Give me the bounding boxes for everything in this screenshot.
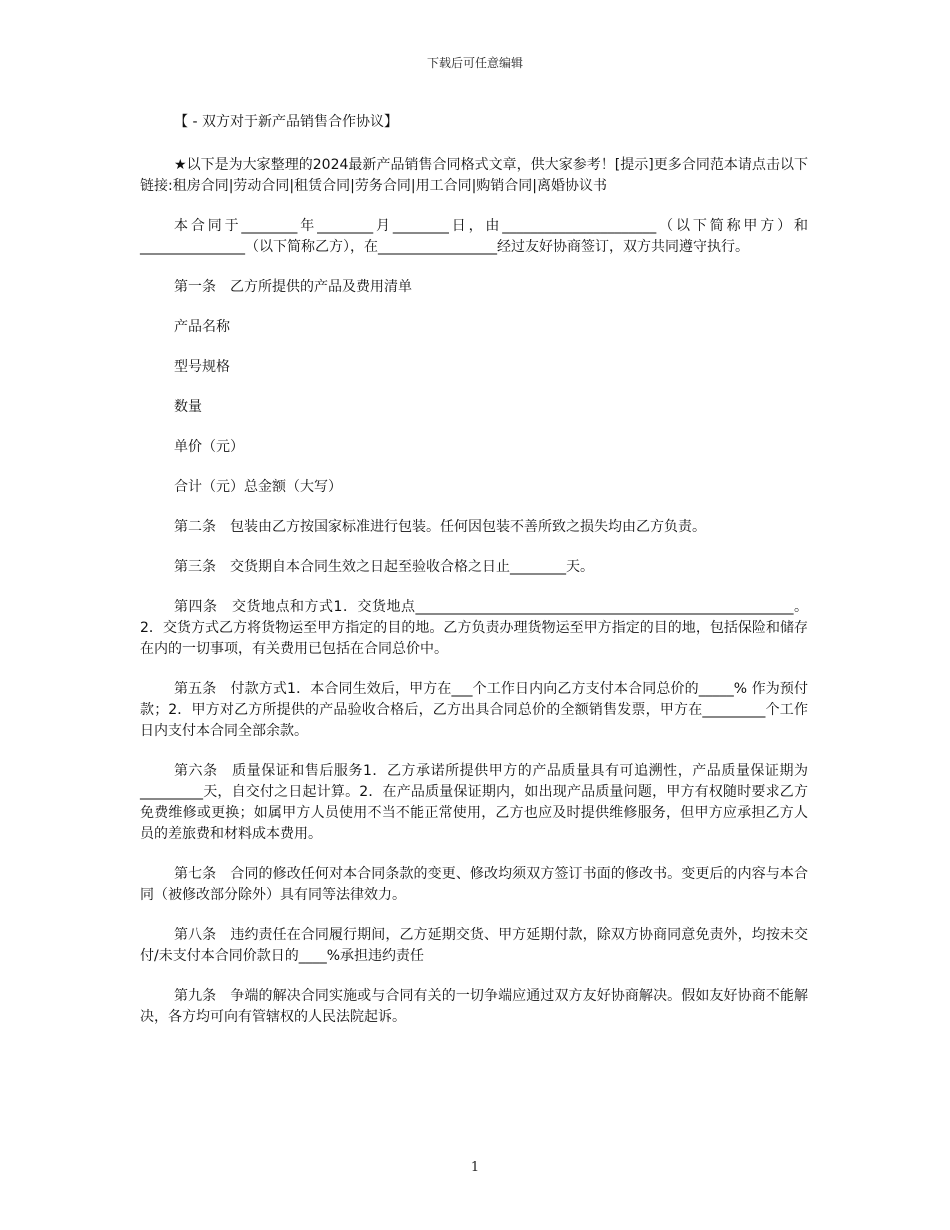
article-1: 第一条 乙方所提供的产品及费用清单 [174, 279, 412, 295]
article-2: 第二条 包装由乙方按国家标准进行包装。任何因包装不善所致之损失均由乙方负责。 [174, 519, 706, 535]
article-5: 第五条 付款方式1．本合同生效后，甲方在___个工作日内向乙方支付本合同总价的_____% 作为预付款；2．甲方对乙方所提供的产品验收合格后，乙方出具合同总价的全额销售发票，甲方在_________个工作日内支付本合同全部余款。 [140, 681, 808, 739]
document-title: 【 - 双方对于新产品销售合作协议】 [174, 114, 398, 130]
article-6: 第六条 质量保证和售后服务1．乙方承诺所提供甲方的产品质量具有可追溯性，产品质量保证期为_________天，自交付之日起计算。2．在产品质量保证期内，如出现产品质量问题，甲方有权随时要求乙方免费维修或更换；如属甲方人员使用不当不能正常使用，乙方也应及时提供维修服务，但甲方应承担乙方人员的差旅费和材料成本费用。 [140, 763, 808, 842]
page-header: 下载后可任意编辑 [426, 56, 523, 70]
field-product-name: 产品名称 [174, 319, 230, 335]
article-9: 第九条 争端的解决合同实施或与合同有关的一切争端应通过双方友好协商解决。假如友好协商不能解决，各方均可向有管辖权的人民法院起诉。 [140, 988, 808, 1025]
document-body [140, 112, 808, 1047]
article-7: 第七条 合同的修改任何对本合同条款的变更、修改均须双方签订书面的修改书。变更后的内容与本合同（被修改部分除外）具有同等法律效力。 [140, 866, 808, 903]
field-quantity: 数量 [174, 399, 202, 415]
article-4: 第四条 交货地点和方式1．交货地点______________________________________________________。2．交货方式乙方将货物运至甲方指定的目的地。乙方负责办理货物运至甲方指定的目的地，包括保险和储存在内的一切事项，有关费用已包括在合同总价中。 [140, 599, 808, 657]
field-unit-price: 单价（元） [174, 439, 244, 455]
field-total-amount: 合计（元）总金额（大写） [174, 479, 342, 495]
article-3: 第三条 交货期自本合同生效之日起至验收合格之日止________天。 [174, 559, 594, 575]
intro-paragraph: ★以下是为大家整理的2024最新产品销售合同格式文章，供大家参考！[提示]更多合同范本请点击以下链接:租房合同|劳动合同|租赁合同|劳务合同|用工合同|购销合同|离婚协议书 [140, 157, 808, 194]
article-8: 第八条 违约责任在合同履行期间，乙方延期交货、甲方延期付款，除双方协商同意免责外，均按未交付/未支付本合同价款日的____%承担违约责任 [140, 927, 808, 964]
field-model-spec: 型号规格 [174, 359, 230, 375]
page-number: 1 [470, 1160, 480, 1175]
contract-preamble: 本合同于________年________月________日，由______________________（以下简称甲方）和_______________（以下简称乙方），在_________________经过友好协商签订，双方共同遵守执行。 [140, 218, 808, 255]
